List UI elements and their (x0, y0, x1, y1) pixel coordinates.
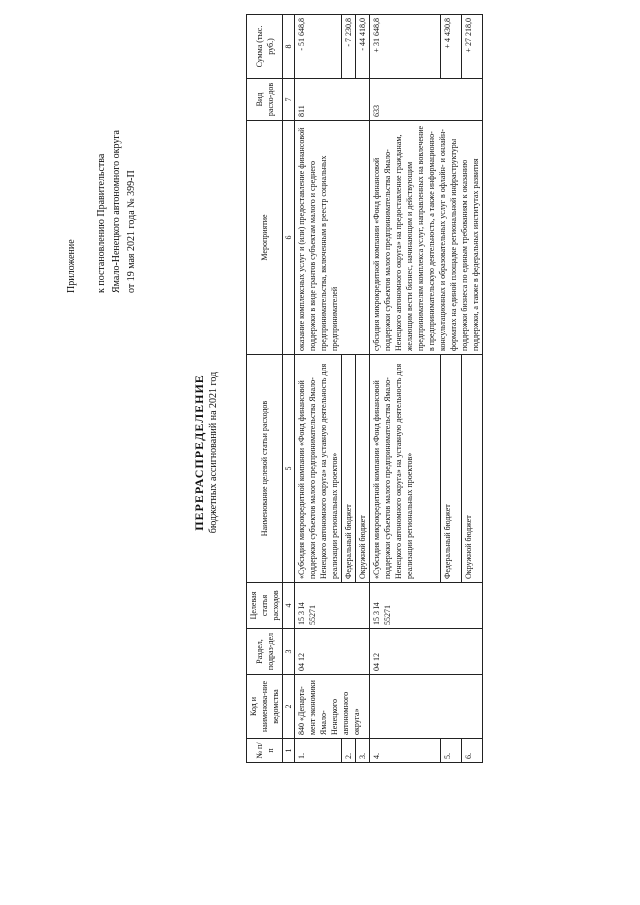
col-number: 5 (283, 355, 295, 583)
row-num: 1. (295, 739, 342, 763)
appendix-line-3: от 19 мая 2021 года № 399-П (126, 170, 137, 293)
sum-cell: - 51 648,8 (295, 15, 342, 79)
header-section: Раздел, подраз-дел (247, 629, 283, 675)
row-num: 5. (440, 739, 461, 763)
section-cell: 04 12 (370, 629, 483, 675)
table-row (370, 15, 441, 763)
document-subtitle: бюджетных ассигнований на 2021 год (208, 371, 219, 534)
col-number: 4 (283, 583, 295, 629)
document-title: ПЕРЕРАСПРЕДЕЛЕНИЕ (192, 374, 206, 531)
appendix-line-2: Ямало-Ненецкого автономного округа (111, 130, 122, 293)
col-number: 7 (283, 79, 295, 121)
row-num: 6. (461, 739, 482, 763)
header-target-name: Наименование целевой статьи расходов (247, 355, 283, 583)
header-dept: Код и наименова-ние ведомства (247, 675, 283, 739)
sum-cell: - 7 230,8 (342, 15, 356, 79)
target-name-cell: Федеральный бюджет (342, 355, 356, 583)
table-header-row (247, 15, 283, 763)
header-sum: Сумма (тыс. руб.) (247, 15, 283, 79)
row-num: 4. (370, 739, 441, 763)
col-number: 2 (283, 675, 295, 739)
dept-cell: 840 «Департа-мент экономики Ямало-Ненецкого автономного округа» (295, 675, 370, 739)
col-number: 3 (283, 629, 295, 675)
sum-cell: + 31 648,8 (370, 15, 441, 79)
header-num: № п/п (247, 739, 283, 763)
row-num: 2. (342, 739, 356, 763)
target-name-cell: «Субсидия микрокредитной компании «Фонд финансовой поддержки субъектов малого предпринимательства Ямало-Ненецкого автономного округа» на уставную деятельность для реализации региональных проектов» (295, 355, 342, 583)
appendix-line-1: к постановлению Правительства (96, 153, 107, 293)
target-name-cell: Окружной бюджет (356, 355, 370, 583)
col-number: 8 (283, 15, 295, 79)
exp-type-cell: 811 (295, 79, 370, 121)
target-name-cell: «Субсидия микрокредитной компании «Фонд финансовой поддержки субъектов малого предпринимательства Ямало-Ненецкого автономного округа» на уставную деятельность для реализации региональных проектов» (370, 355, 441, 583)
appendix-block (64, 130, 139, 293)
header-target: Целевая статья расходов (247, 583, 283, 629)
header-exp-type: Вид расхо-дов (247, 79, 283, 121)
target-cell: 15 3 I4 55271 (370, 583, 483, 629)
header-measure: Мероприятие (247, 121, 283, 355)
target-name-cell: Окружной бюджет (461, 355, 482, 583)
column-number-row (283, 15, 295, 763)
measure-cell: субсидия микрокредитной компании «Фонд финансовой поддержки субъектов малого предпринимательства Ямало-Ненецкого автономного округа» на предоставление гражданам, желающим вести бизнес, начинающим и действующим предпринимателям комплекса услуг, направленных на вовлечение в предпринимательскую деятельность, а также информационно-консультационных и образовательных услуг в офлайн- и онлайн-форматах на единой площадке региональной инфраструктуры поддержки бизнеса по единым требованиям к оказанию поддержки, а также в федеральных институтах развития (370, 121, 483, 355)
appendix-label: Приложение (66, 239, 77, 293)
section-cell: 04 12 (295, 629, 370, 675)
row-num: 3. (356, 739, 370, 763)
sum-cell: + 27 218,0 (461, 15, 482, 79)
target-name-cell: Федеральный бюджет (440, 355, 461, 583)
dept-cell (370, 675, 483, 739)
table-row (295, 15, 342, 763)
exp-type-cell: 633 (370, 79, 483, 121)
sum-cell: - 44 418,0 (356, 15, 370, 79)
measure-cell: оказание комплексных услуг и (или) предоставление финансовой поддержки в виде грантов субъектам малого и среднего предпринимательства, включенным в реестр социальных предпринимателей (295, 121, 370, 355)
sum-cell: + 4 430,8 (440, 15, 461, 79)
redistribution-table (246, 14, 483, 763)
col-number: 6 (283, 121, 295, 355)
target-cell: 15 3 I4 55271 (295, 583, 370, 629)
col-number: 1 (283, 739, 295, 763)
